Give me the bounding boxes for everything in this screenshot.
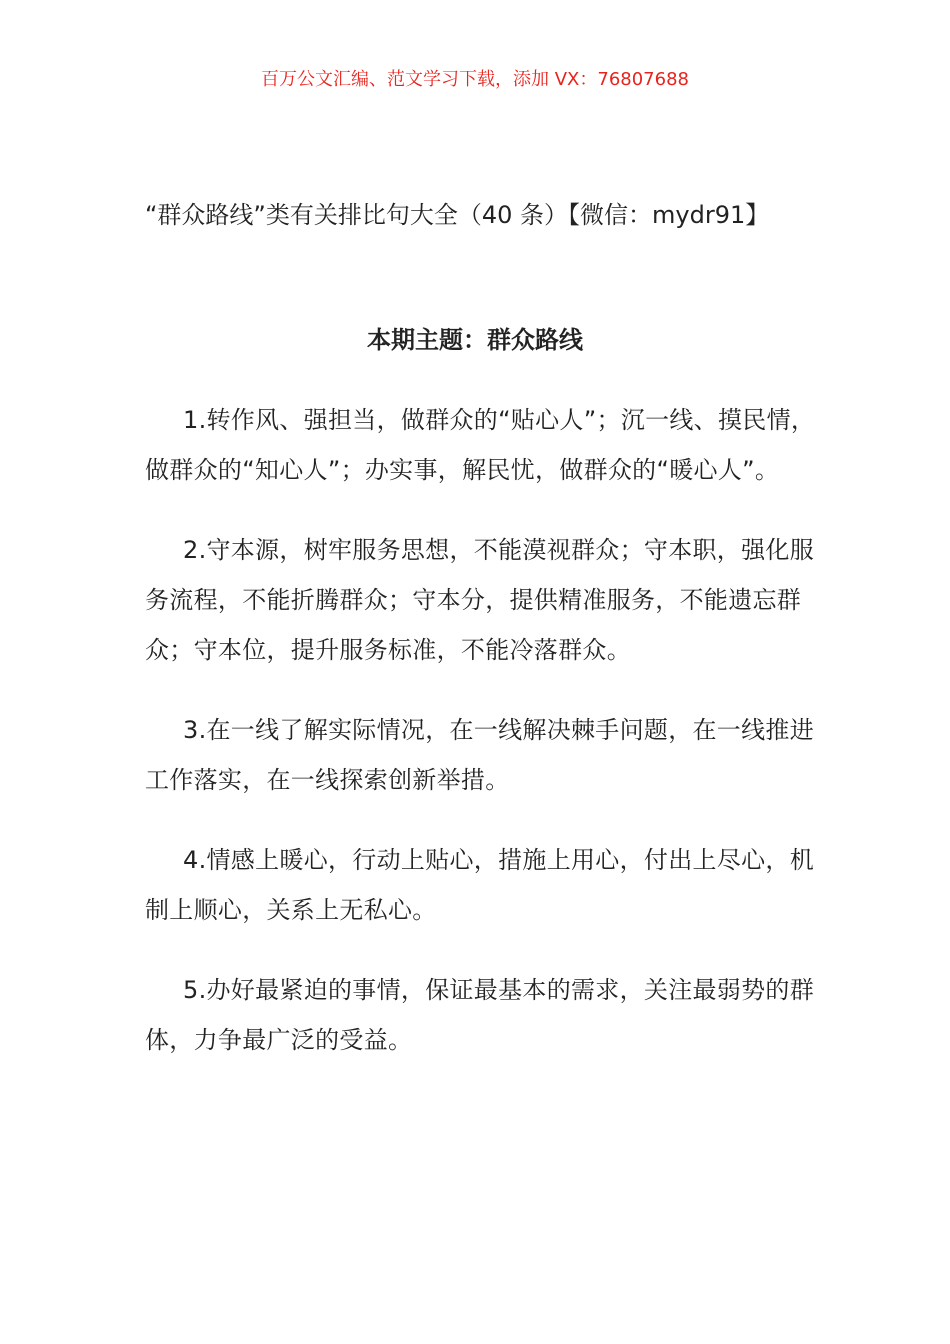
list-item: 3.在一线了解实际情况，在一线解决棘手问题，在一线推进工作落实，在一线探索创新举措。 [145, 716, 814, 794]
document-title: “群众路线”类有关排比句大全（40 条）【微信：mydr91】 [145, 201, 770, 229]
list-item: 4.情感上暖心，行动上贴心，措施上用心，付出上尽心，机制上顺心，关系上无私心。 [145, 846, 814, 924]
list-item: 1.转作风、强担当，做群众的“贴心人”；沉一线、摸民情，做群众的“知心人”；办实事，解民忧，做群众的“暖心人”。 [145, 406, 816, 484]
list-item: 2.守本源，树牢服务思想，不能漠视群众；守本职，强化服务流程，不能折腾群众；守本分，提供精准服务，不能遗忘群众；守本位，提升服务标准，不能冷落群众。 [145, 536, 814, 664]
section-heading: 本期主题：群众路线 [367, 326, 583, 354]
header-banner: 百万公文汇编、范文学习下载，添加 VX：76807688 [261, 69, 689, 90]
list-item: 5.办好最紧迫的事情，保证最基本的需求，关注最弱势的群体，力争最广泛的受益。 [145, 976, 814, 1054]
item-list [145, 395, 830, 1095]
